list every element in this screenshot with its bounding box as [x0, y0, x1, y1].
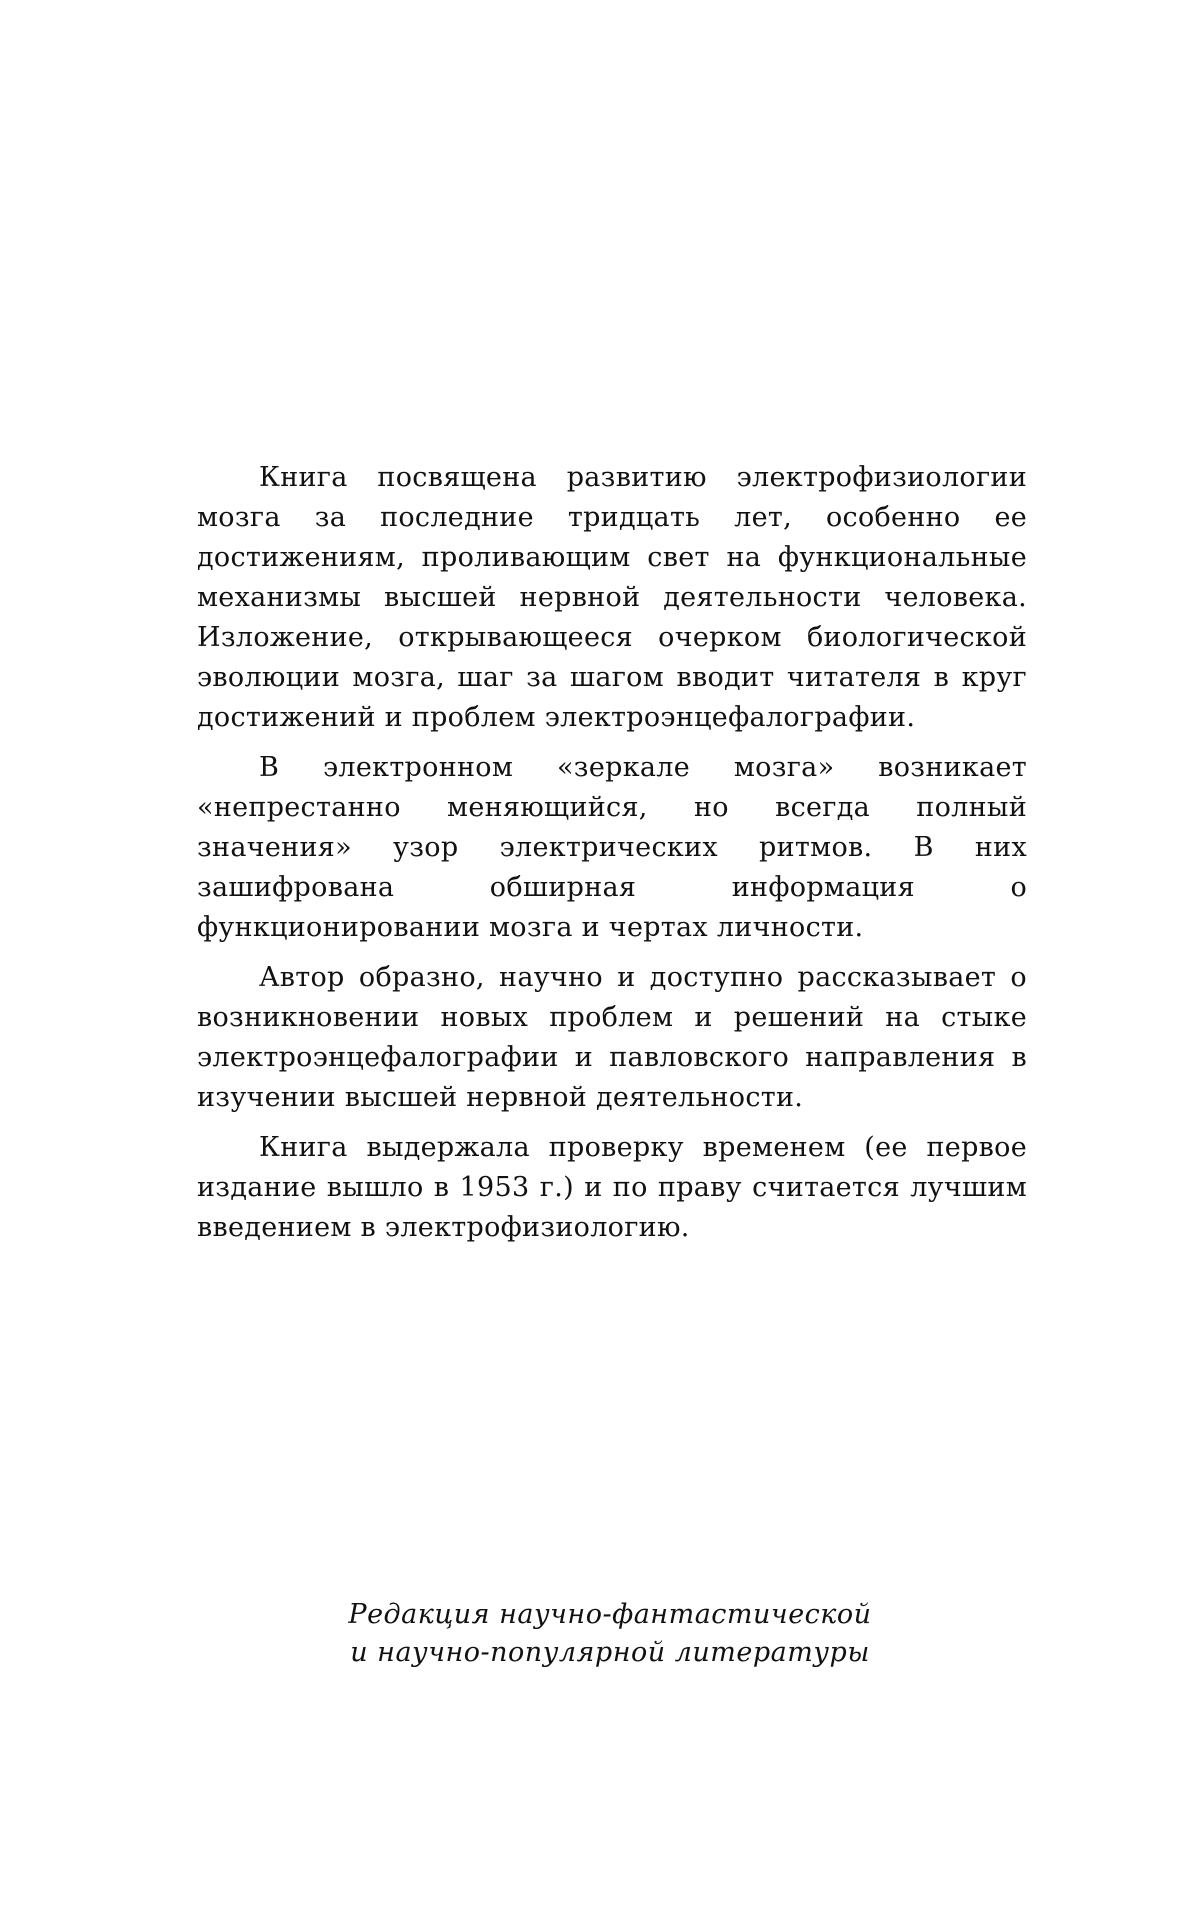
annotation-paragraph-4: Книга выдержала проверку временем (ее первое издание вышло в 1953 г.) и по праву считается лучшим введением в электрофизиологию.	[197, 1132, 1027, 1243]
editorial-imprint	[300, 1596, 920, 1672]
annotation-paragraph-2: В электронном «зеркале мозга» возникает «непрестанно меняющийся, но всегда полный значения» узор электрических ритмов. В них зашифрована обширная информация о функционировании мозга и чертах личности.	[197, 752, 1027, 943]
annotation-paragraph-1: Книга посвящена развитию электрофизиологии мозга за последние тридцать лет, особенно ее достижениям, проливающим свет на функциональные механизмы высшей нервной деятельности человека. Изложение, открывающееся очерком биологической эволюции мозга, шаг за шагом вводит читателя в круг достижений и проблем электроэнцефалографии.	[197, 462, 1027, 733]
annotation-paragraph-3: Автор образно, научно и доступно рассказывает о возникновении новых проблем и решений на стыке электроэнцефалографии и павловского направления в изучении высшей нервной деятельности.	[197, 962, 1027, 1113]
imprint-line-2: и научно-популярной литературы	[350, 1637, 870, 1668]
book-annotation	[197, 458, 1027, 1258]
imprint-line-1: Редакция научно-фантастической	[348, 1599, 872, 1630]
